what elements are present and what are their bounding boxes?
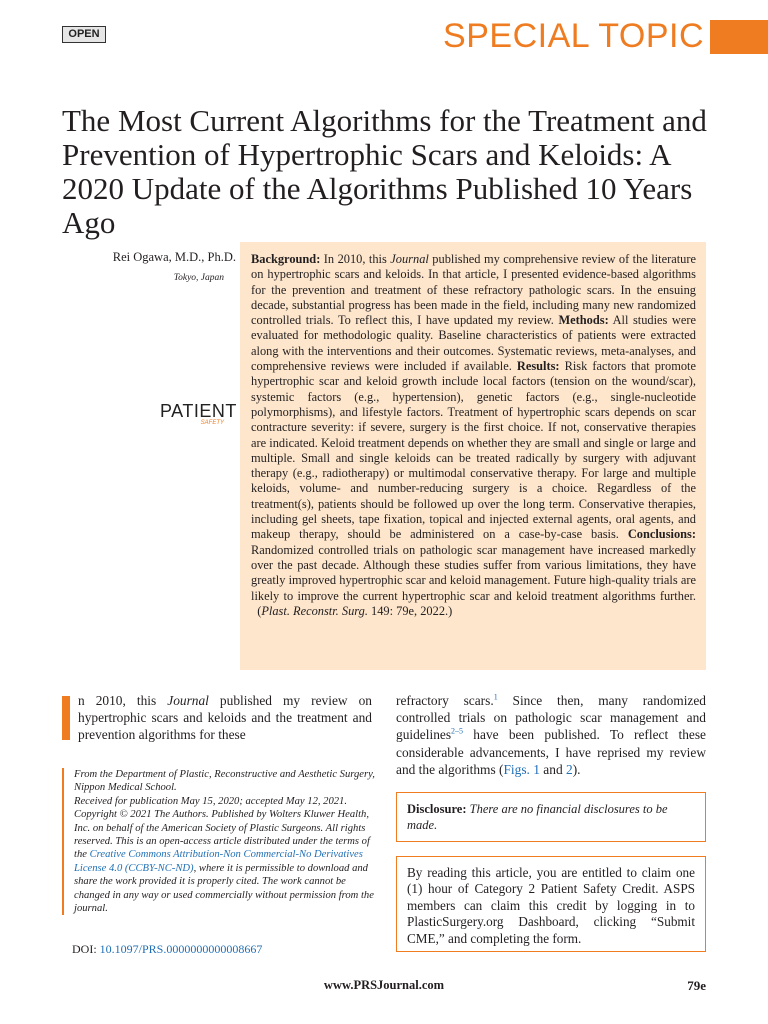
intro-left-text-a: n 2010, this (78, 693, 168, 708)
intro-paragraph-right (396, 692, 706, 778)
doi-label: DOI: (72, 942, 97, 956)
intro-right-text-end: ). (572, 761, 581, 777)
intro-journal-name: Journal (167, 693, 209, 708)
abstract-box (240, 242, 706, 670)
doi-line (72, 942, 262, 957)
footnote-received: Received for publication May 15, 2020; accepted May 12, 2021. (74, 795, 348, 807)
citation-rest: 149: 79e, 2022.) (367, 603, 453, 618)
figure-link-1[interactable]: Figs. 1 (503, 761, 540, 777)
intro-right-text-and: and (539, 761, 566, 777)
reference-link-2-5[interactable]: 2–5 (451, 726, 464, 736)
open-access-badge: OPEN (62, 26, 106, 43)
citation-journal: Plast. Reconstr. Surg. (261, 603, 368, 618)
disclosure-box (396, 792, 706, 842)
license-link[interactable]: Creative Commons Attribution-Non Commercial-No Derivatives License 4.0 (CCBY-NC-ND) (74, 849, 363, 874)
author-name: Rei Ogawa, M.D., Ph.D. (112, 250, 236, 264)
intro-left-text-b: published my review on hypertrophic scars and keloids and the treatment and prevention algorithms for these (78, 693, 372, 743)
reference-link-1[interactable]: 1 (493, 692, 498, 702)
doi-link[interactable]: 10.1097/PRS.0000000000008667 (99, 942, 263, 956)
patient-safety-logo-sub: SAFETY (200, 420, 224, 426)
figure-link-2[interactable]: 2 (565, 761, 573, 777)
citation-open: ( (257, 603, 262, 618)
footnote-department: From the Department of Plastic, Reconstructive and Aesthetic Surgery, Nippon Medical School. (74, 769, 375, 794)
abstract-background-text-a: In 2010, this (320, 252, 391, 266)
abstract-journal-name: Journal (390, 252, 429, 266)
intro-right-text-a: refractory scars. (396, 693, 494, 708)
article-title: The Most Current Algorithms for the Treatment and Prevention of Hypertrophic Scars and Keloids: A 2020 Update of the Algorithms Published 10 Years Ago (62, 103, 707, 240)
author-location: Tokyo, Japan (173, 273, 224, 283)
disclosure-label: Disclosure: (407, 802, 467, 816)
section-color-tab (710, 20, 768, 54)
article-footnote (62, 768, 378, 915)
abstract-text (251, 252, 696, 619)
abstract-background-text-b: published my comprehensive review of the literature on hypertrophic scars and keloids. In that article, I presented evidence-based algorithms for the prevention and treatment of these refractory pathologic scars. In the ensuing decade, substantial progress has been made in the field, including many new randomized controlled trials. To reflect this, I have updated my review. (251, 252, 696, 328)
page-number: 79e (687, 978, 706, 993)
journal-url[interactable]: www.PRSJournal.com (323, 978, 445, 992)
abstract-methods-text: All studies were evaluated for methodologic quality. Baseline characteristics of patients were extracted along with the interventions and their outcomes. Systematic reviews, meta-analyses, and comprehensive reviews were included if available. (251, 313, 696, 374)
intro-right-text-b: Since then, many randomized controlled trials on pathologic scar management and guidelines (396, 693, 707, 743)
abstract-results-label: Results: (516, 359, 560, 374)
footnote-copyright (74, 808, 378, 915)
drop-cap (62, 696, 70, 740)
abstract-conclusions-text: Randomized controlled trials on pathologic scar management have increased markedly over the past decade. Although these studies suffer from various limitations, they have greatly improved hypertrophic scar and keloid management. Future high-quality trials are likely to improve the current hypertrophic scar and keloid treatment algorithms further. (251, 542, 696, 603)
cme-credit-box: By reading this article, you are entitled to claim one (1) hour of Category 2 Patient Safety Credit. ASPS members can claim this credit by logging in to PlasticSurgery.org Dashboard, clicking “Submit CME,” and completing the form. (396, 856, 706, 952)
section-label: SPECIAL TOPIC (443, 17, 704, 55)
copyright-text-a: Copyright © 2021 The Authors. Published by Wolters Kluwer Health, Inc. on behalf of the American Society of Plastic Surgeons. All rights reserved. This is an open-access article distributed under the terms of the (74, 809, 370, 861)
abstract-conclusions-label: Conclusions: (627, 527, 696, 542)
intro-right-text-c: have been published. To reflect these considerable advancements, I have reprised my review and the algorithms ( (396, 727, 706, 777)
patient-safety-logo (160, 401, 237, 428)
intro-paragraph-left (78, 692, 372, 744)
copyright-text-b: , where it is permissible to download and share the work provided it is properly cited. The work cannot be changed in any way or used commercially without permission from the journal. (74, 862, 374, 915)
patient-safety-logo-main: PATIENT (160, 401, 237, 421)
abstract-methods-label: Methods: (558, 313, 609, 328)
disclosure-text: There are no financial disclosures to be made. (407, 802, 668, 832)
abstract-background-label: Background: (251, 252, 321, 266)
abstract-results-text: Risk factors that promote hypertrophic scar and keloid growth include local factors (tension on the wound/scar), systemic factors (e.g., hypertension), genetic factors (e.g., single-nucleotide polymorphisms), and lifestyle factors. Treatment of hypertrophic scars depends on scar contracture severity: if severe, surgery is the first choice. If not, conservative therapies are indicated. Keloid treatment depends on whether they are small and single or large and multiple. Small and single keloids can be treated radically by surgery with adjuvant therapy (e.g., radiotherapy) or multimodal conservative therapy. For large and multiple keloids, volume- and number-reducing surgery is a choice. Regardless of the treatment(s), patients should be followed up over the long term. Conservative therapies, including gel sheets, tape fixation, topical and injected external agents, oral agents, and makeup therapy, should be administered on a case-by-case basis. (251, 359, 696, 542)
